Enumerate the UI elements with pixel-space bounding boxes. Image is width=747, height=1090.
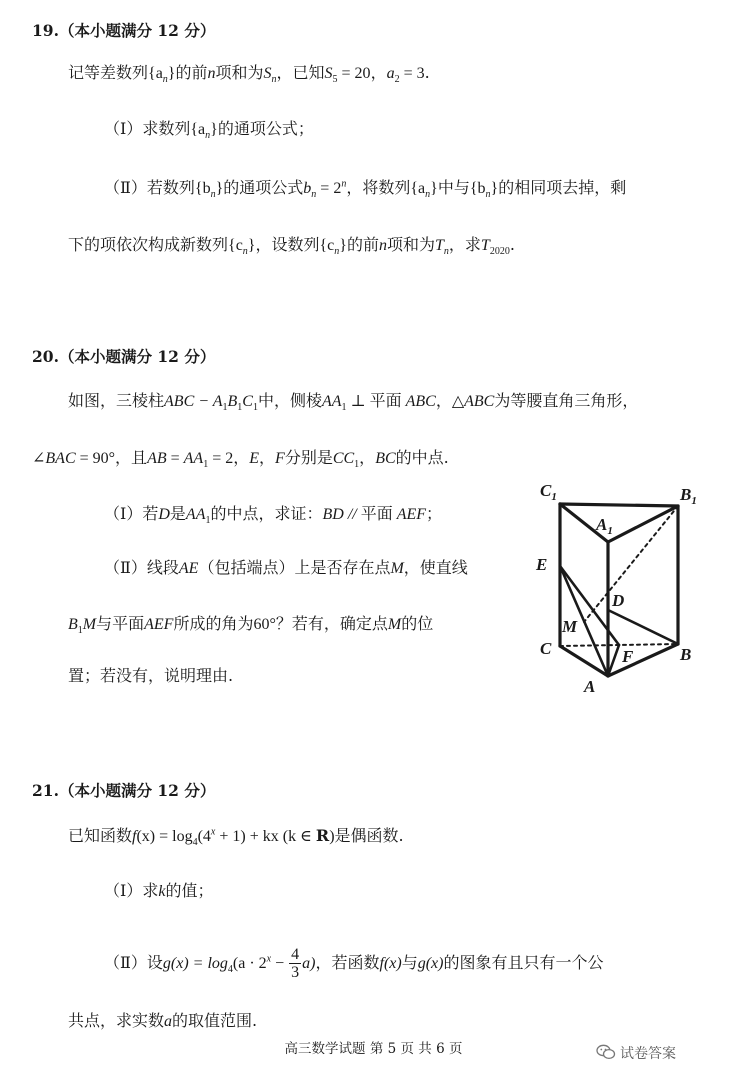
q20-stem-line1: 如图，三棱柱ABC − $A_1B_1C_1$中，侧棱$AA_1$ ⊥ 平面 ABC，△ABC为等腰直角三角形，	[68, 391, 639, 414]
q19-part2-line2: 下的项依次构成新数列$\{c_n\}$，设数列$\{c_n\}$的前n项和为$T_n$，求$T_{2020}$.	[68, 235, 515, 258]
label-c: C	[540, 639, 552, 658]
q21-part2-line1: （Ⅱ）设$g(x) = \log_4(a \cdot 2^x$ − $\frac{4}{3}$ a)，若函数f(x)与g(x)的图象有且只有一个公	[104, 946, 604, 981]
prism-figure	[528, 476, 718, 696]
label-d: D	[612, 591, 625, 610]
label-e: E	[536, 555, 548, 574]
edge-a1-b1	[608, 506, 678, 542]
label-f: F	[622, 647, 634, 666]
q21-stem: 已知函数$f(x) = \log_4(4^x + 1)$ + kx (k ∈ R)是偶函数.	[68, 826, 404, 849]
q21-part1: （Ⅰ）求k的值；	[104, 881, 214, 900]
page-footer: 高三数学试题 第 5 页 共 6 页	[284, 1041, 463, 1057]
q21-part2-line2: 共点，求实数a的取值范围.	[68, 1011, 258, 1030]
q19-stem: 记等差数列$\{a_n\}$的前n项和为$S_n$，已知$S_5 = 20$，$a_2 = 3$.	[68, 63, 430, 86]
q21-heading: 21.（本小题满分 12 分）	[32, 781, 216, 800]
q20-heading: 20.（本小题满分 12 分）	[32, 347, 216, 366]
q20-part2-line3: 置；若没有，说明理由.	[68, 666, 234, 685]
label-a1: $A_1$	[596, 515, 613, 537]
label-a: A	[584, 677, 596, 696]
q19-part1: （Ⅰ）求数列$\{a_n\}$的通项公式；	[104, 119, 314, 142]
q19-heading: 19.（本小题满分 12 分）	[32, 21, 216, 40]
segment-d-b	[608, 610, 678, 644]
fraction-4-3: $\frac{4}{3}$	[291, 946, 300, 981]
edge-c1-b1	[560, 504, 678, 506]
label-b1: $B_1$	[680, 485, 697, 507]
q20-part2-line1: （Ⅱ）线段AE（包括端点）上是否存在点M，使直线	[104, 558, 468, 577]
q20-part1: （Ⅰ）若D是$AA_1$的中点，求证：BD // 平面 AEF；	[104, 504, 443, 527]
wechat-icon	[596, 1044, 616, 1060]
label-c1: $C_1$	[540, 481, 557, 503]
label-m: M	[562, 617, 578, 636]
q20-stem-line2: ∠BAC = 90°，且AB = $AA_1 = 2$，E，F分别是$CC_1$，BC的中点.	[32, 448, 449, 471]
label-b: B	[680, 645, 692, 664]
watermark-text: 试卷答案	[620, 1046, 676, 1062]
q19-part2-line1: （Ⅱ）若数列$\{b_n\}$的通项公式$b_n = 2^n$，将数列$\{a_n\}$中与$\{b_n\}$的相同项去掉，剩	[104, 178, 627, 201]
q20-part2-line2: $B_1M$与平面AEF所成的角为60°？若有，确定点M的位	[68, 614, 434, 637]
